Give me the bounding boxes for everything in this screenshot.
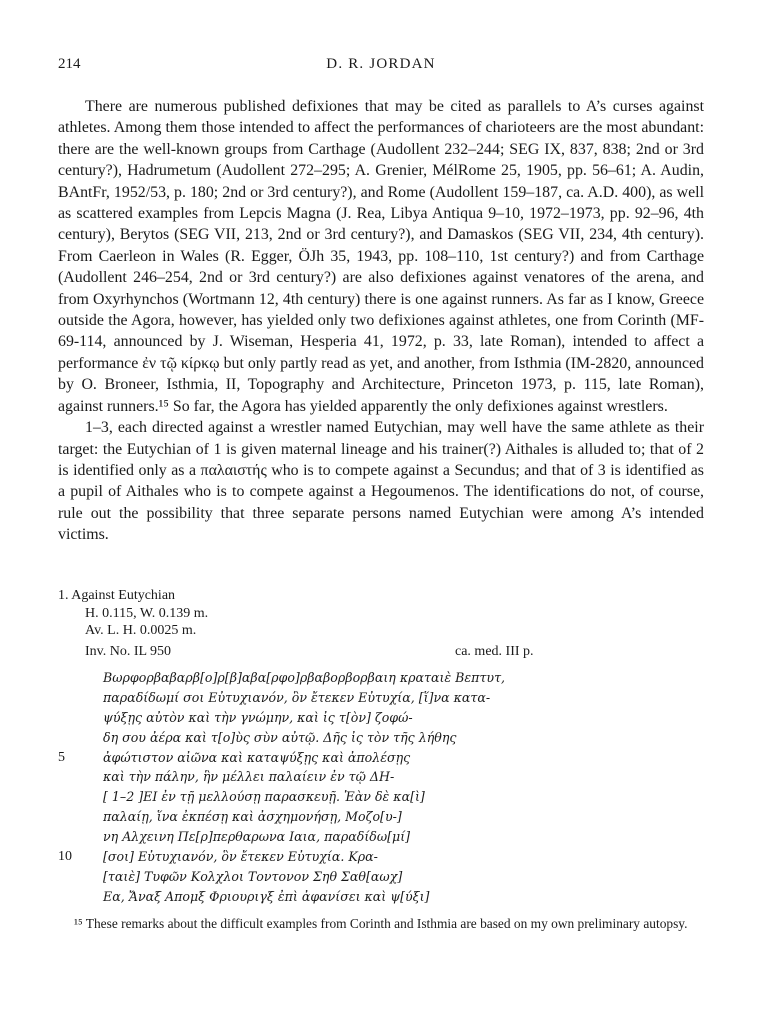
greek-line-text: Βωρφορβαβαρβ[ο]ρ[β]αβα[ρφο]ρβαβορβορβαιη κραταιὲ Βεπτυτ,	[103, 670, 506, 685]
greek-line-text: νη Αλχεινη Πε[ρ]περθαρωνα Ιαια, παραδίδω[μί]	[103, 829, 411, 845]
greek-line-text: [ 1–2 ]ΕΙ ἐν τῇ μελλούσῃ παρασκευῇ. Ἐὰν δὲ κα[ὶ]	[103, 789, 425, 805]
greek-line	[58, 728, 704, 748]
greek-line	[58, 807, 704, 827]
page-header	[58, 56, 704, 80]
inventory-row	[85, 643, 704, 663]
running-head: D. R. JORDAN	[326, 56, 436, 72]
inventory-number: Inv. No. IL 950	[85, 643, 172, 659]
greek-line	[58, 668, 704, 688]
greek-line	[58, 787, 704, 807]
page-number: 214	[58, 56, 81, 72]
footnote: ¹⁵ These remarks about the difficult examples from Corinth and Isthmia are based on my own preliminary autopsy.	[74, 916, 688, 931]
greek-line	[58, 688, 704, 708]
greek-line-text: [σοι] Εὐτυχιανόν, ὃν ἔτεκεν Εὐτυχία. Κρα-	[103, 849, 378, 865]
greek-line	[58, 748, 704, 768]
greek-line	[58, 847, 704, 867]
greek-line	[58, 827, 704, 847]
greek-line-text: Εα, Ἄναξ Απομξ Φριουριγξ ἐπὶ ἀφανίσει καὶ ψ[ύξι]	[103, 888, 430, 904]
greek-line-text: [ταιὲ] Τυφῶν Κολχλοι Τοντονον Σηθ Σαθ[αωχ]	[103, 868, 403, 884]
line-number: 5	[58, 749, 65, 765]
entry-title: 1. Against Eutychian	[58, 588, 176, 603]
entry-dimensions: H. 0.115, W. 0.139 m.	[85, 605, 209, 621]
greek-line	[58, 708, 704, 728]
greek-line-text: καὶ τὴν πάλην, ἣν μέλλει παλαίειν ἐν τῷ ΔΗ-	[103, 769, 395, 785]
entry-letter-height: Av. L. H. 0.0025 m.	[85, 623, 197, 638]
line-number: 10	[58, 849, 72, 865]
main-text	[58, 96, 704, 546]
greek-line-text: παραδίδωμί σοι Εὐτυχιανόν, ὃν ἔτεκεν Εὐτυχία, [ἵ]να κατα-	[103, 689, 491, 705]
greek-line	[58, 767, 704, 787]
greek-line	[58, 867, 704, 887]
greek-line-text: ἀφώτιστον αἰῶνα καὶ καταψύξῃς καὶ ἀπολέσῃς	[103, 749, 411, 765]
catalogue-entry	[58, 587, 704, 663]
greek-line-text: παλαίῃ, ἵνα ἐκπέσῃ καὶ ἀσχημονήσῃ, Μοζο[υ-]	[103, 809, 402, 825]
greek-line-text: δη σου ἀέρα καὶ τ[ο]ὺς σὺν αὐτῷ. Δῆς ἰς τὸν τῆς λήθης	[103, 729, 457, 745]
paragraph-2: 1–3, each directed against a wrestler named Eutychian, may well have the same athlete as their target: the Eutychian of 1 is given maternal lineage and his trainer(?) Aithales is alluded to; that of 2 is identified only as a παλαιστής who is to compete against a Secundus; and that of 3 is identified as a pupil of Aithales who is to compete against a Hegoumenos. The identifications do not, of course, rule out the possibility that three separate persons named Eutychian were among A’s intended victims.	[58, 419, 704, 544]
greek-line-text: ψύξῃς αὐτὸν καὶ τὴν γνώμην, καὶ ἰς τ[ὸν] ζοφώ-	[103, 709, 413, 725]
paragraph-1: There are numerous published defixiones that may be cited as parallels to A’s curses against athletes. Among them those intended to affect the performances of charioteers are the most abundant: there are the well-known groups from Carthage (Audollent 232–244; SEG IX, 837, 838; 2nd or 3rd century?), Hadrumetum (Audollent 272–295; A. Grenier, MélRome 25, 1905, pp. 56–61; A. Audin, BAntFr, 1952/53, p. 180; 2nd or 3rd century?), and Rome (Audollent 159–187, ca. A.D. 400), as well as scattered examples from Lepcis Magna (J. Rea, Libya Antiqua 9–10, 1972–1973, pp. 92–96, 4th century), Berytos (SEG VII, 213, 2nd or 3rd century?), and Damaskos (SEG VII, 234, 4th century). From Caerleon in Wales (R. Egger, ÖJh 35, 1943, pp. 108–110, 1st century?) and from Carthage (Audollent 246–254, 2nd or 3rd century?) are also defixiones against venatores of the arena, and from Oxyrhynchos (Wortmann 12, 4th century) there is one against runners. As far as I know, Greece outside the Agora, however, has yielded only two defixiones against athletes, one from Corinth (MF-69-114, announced by J. Wiseman, Hesperia 41, 1972, p. 33, late Roman), intended to affect a performance ἐν τῷ κίρκῳ but only partly read as yet, and another, from Isthmia (IM-2820, announced by O. Broneer, Isthmia, II, Topography and Architecture, Princeton 1973, p. 115, late Roman), against runners.¹⁵ So far, the Agora has yielded apparently the only defixiones against wrestlers.	[58, 98, 704, 415]
entry-date: ca. med. III p.	[455, 643, 534, 659]
greek-line	[58, 887, 704, 907]
greek-text	[58, 668, 704, 907]
